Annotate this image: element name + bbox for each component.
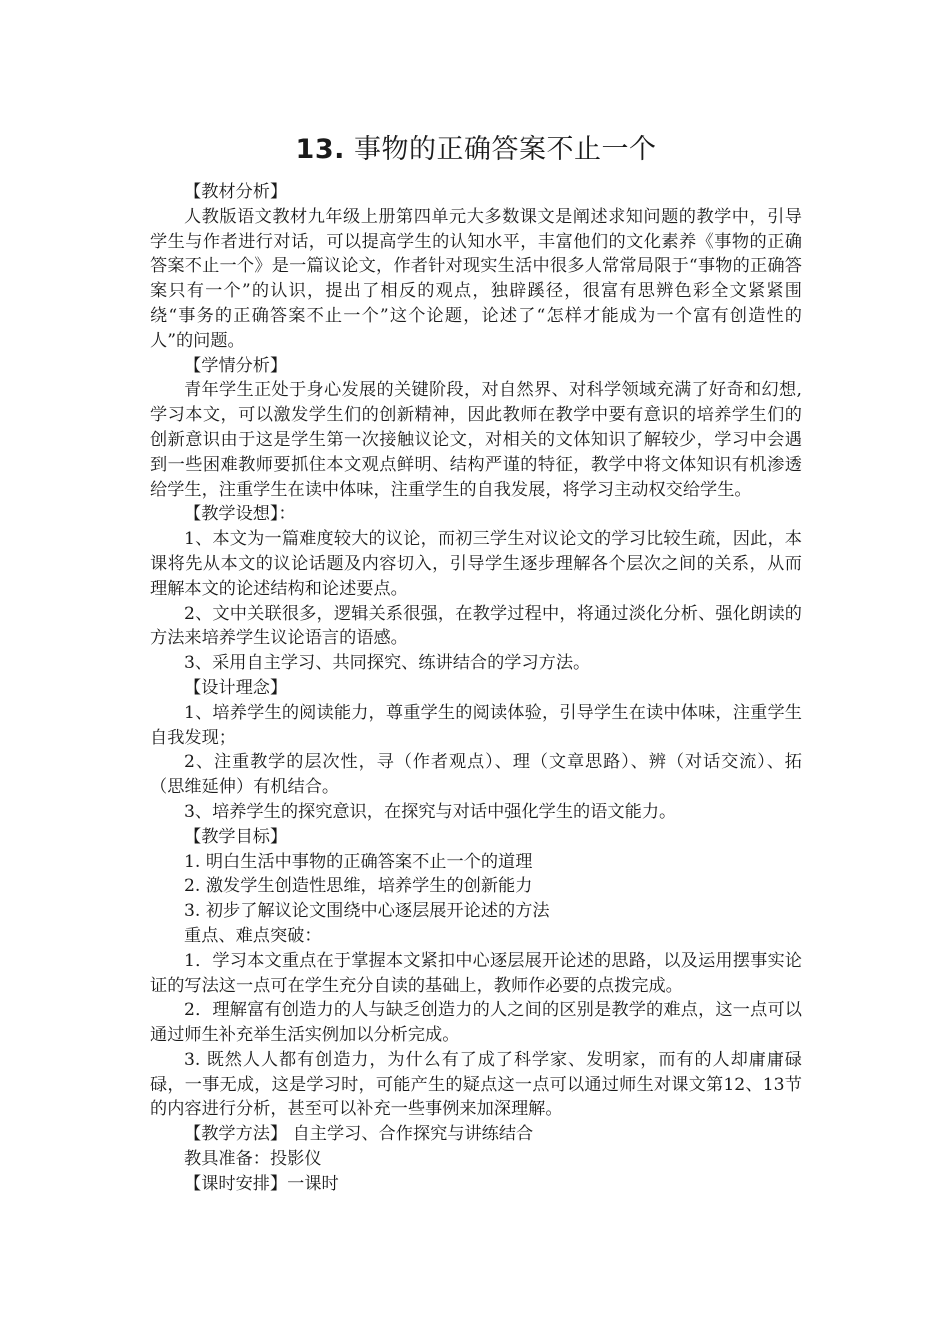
paragraph-design-concept-2: 2、注重教学的层次性，寻（作者观点）、理（文章思路）、辨（对话交流）、拓（思维延伸）有机结合。 [150,752,802,798]
section-heading-key-points: 重点、难点突破： [184,925,322,946]
paragraph-student-analysis: 青年学生正处于身心发展的关键阶段，对自然界、对科学领域充满了好奇和幻想,学习本文，可以激发学生们的创新精神，因此教师在教学中要有意识的培养学生们的创新意识由于这是学生第一次接触议论文，对相关的文体知识了解较少，学习中会遇到一些困难教师要抓住本文观点鲜明、结构严谨的特征，教学中将文体知识有机渗透给学生，注重学生在读中体味，注重学生的自我发展，将学习主动权交给学生。 [150,380,802,500]
section-heading-student-analysis: 【学情分析】 [184,355,288,376]
paragraph-key-point-2: 2．理解富有创造力的人与缺乏创造力的人之间的区别是教学的难点，这一点可以通过师生补充举生活实例加以分析完成。 [150,1000,802,1046]
paragraph-teaching-idea-3: 3、采用自主学习、共同探究、练讲结合的学习方法。 [184,653,591,674]
title-text: 事物的正确答案不止一个 [344,134,657,165]
paragraph-class-schedule: 【课时安排】一课时 [184,1173,339,1194]
title-number: 13. [295,134,345,165]
section-heading-textbook-analysis: 【教材分析】 [184,182,288,202]
paragraph-textbook-analysis: 人教版语文教材九年级上册第四单元大多数课文是阐述求知问题的教学中，引导学生与作者进行对话，可以提高学生的认知水平，丰富他们的文化素养《事物的正确答案不止一个》是一篇议论文，作者针对现实生活中很多人常常局限于“事物的正确答案只有一个”的认识，提出了相反的观点，独辟蹊径，很富有思辨色彩全文紧紧围绕“事务的正确答案不止一个”这个论题，论述了“怎样才能成为一个富有创造性的人”的问题。 [150,206,802,351]
paragraph-teaching-idea-1: 1、本文为一篇难度较大的议论，而初三学生对议论文的学习比较生疏，因此，本课将先从本文的议论话题及内容切入，引导学生逐步理解各个层次之间的关系，从而理解本文的论述结构和论述要点。 [150,529,802,599]
section-heading-teaching-goals: 【教学目标】 [184,826,288,847]
paragraph-teaching-method: 【教学方法】 自主学习、合作探究与讲练结合 [184,1124,534,1145]
section-heading-teaching-idea: 【教学设想】： [184,504,296,525]
document-page [150,128,802,1197]
list-item-goal-1: 1. 明白生活中事物的正确答案不止一个的道理 [184,851,533,872]
list-item-goal-2: 2. 激发学生创造性思维，培养学生的创新能力 [184,876,533,897]
paragraph-key-point-1: 1．学习本文重点在于掌握本文紧扣中心逐层展开论述的思路，以及运用摆事实论证的写法这一点可在学生充分自读的基础上，教师作必要的点拨完成。 [150,950,802,996]
paragraph-key-point-3: 3. 既然人人都有创造力，为什么有了成了科学家、发明家，而有的人却庸庸碌碌，一事无成，这是学习时，可能产生的疑点这一点可以通过师生对课文第12、13节的内容进行分析，甚至可以补充一些事例来加深理解。 [150,1049,802,1120]
paragraph-teaching-idea-2: 2、文中关联很多，逻辑关系很强，在教学过程中，将通过淡化分析、强化朗读的方法来培养学生议论语言的语感。 [150,603,802,649]
list-item-goal-3: 3. 初步了解议论文围绕中心逐层展开论述的方法 [184,901,550,922]
paragraph-design-concept-1: 1、培养学生的阅读能力，尊重学生的阅读体验，引导学生在读中体味，注重学生自我发现； [150,702,802,748]
section-heading-design-concept: 【设计理念】 [184,677,288,698]
paragraph-teaching-aids: 教具准备：投影仪 [184,1149,322,1170]
paragraph-design-concept-3: 3、培养学生的探究意识，在探究与对话中强化学生的语文能力。 [184,801,677,822]
document-title [150,128,802,172]
